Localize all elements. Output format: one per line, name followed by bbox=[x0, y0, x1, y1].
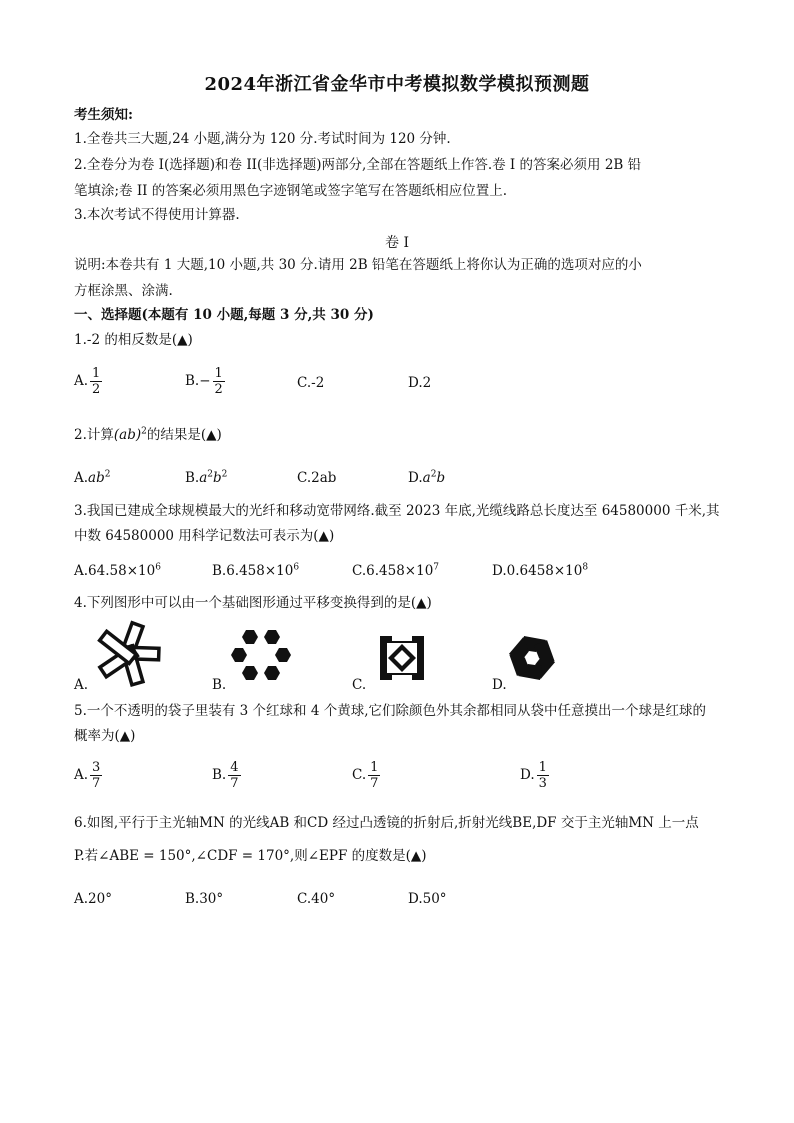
fraction: $\frac{1}{2}$ bbox=[214, 366, 223, 397]
notice-heading: 考生须知: bbox=[74, 107, 133, 123]
q3-option-b[interactable]: $B.6.458\times 10^6$ bbox=[212, 562, 300, 579]
page-title: 2024年浙江省金华市中考模拟数学模拟预测题 bbox=[204, 74, 590, 95]
q1-option-c[interactable]: C.-2 bbox=[297, 375, 325, 391]
q2-option-b[interactable]: $B.a^2b^2$ bbox=[185, 469, 228, 486]
hexagon-ring-figure bbox=[230, 628, 292, 682]
q6-option-a[interactable]: A.20° bbox=[74, 891, 112, 907]
fraction: $\frac{1}{7}$ bbox=[370, 760, 379, 791]
fraction: $\frac{3}{7}$ bbox=[92, 760, 101, 791]
q3-option-d[interactable]: $D.0.6458\times 10^8$ bbox=[492, 562, 589, 579]
q4-option-b[interactable]: B. bbox=[212, 677, 227, 693]
q2-option-d[interactable]: $D.a^2b$ bbox=[408, 469, 446, 486]
q4-option-a[interactable]: A. bbox=[74, 677, 89, 693]
q6-option-d[interactable]: D.50° bbox=[408, 891, 447, 907]
volume-desc-2: 方框涂黑、涂满. bbox=[74, 283, 173, 299]
q4-option-d[interactable]: D. bbox=[492, 677, 507, 693]
q1-option-a[interactable] bbox=[74, 366, 102, 397]
nested-square-figure bbox=[378, 634, 426, 682]
q2-option-c[interactable]: C.2ab bbox=[297, 470, 337, 486]
q6-stem-line-2: P.若∠ABE = 150°,∠CDF = 170°,则∠EPF 的度数是(▲) bbox=[74, 848, 427, 864]
notice-item-3: 3.本次考试不得使用计算器. bbox=[74, 207, 240, 223]
volume-label: 卷 I bbox=[385, 235, 409, 251]
q6-option-b[interactable]: B.30° bbox=[185, 891, 224, 907]
q6-stem-line-1: 6.如图,平行于主光轴MN 的光线AB 和CD 经过凸透镜的折射后,折射光线BE,DF 交于主光轴MN 上一点 bbox=[74, 815, 699, 831]
q5-stem-line-1: 5.一个不透明的袋子里装有 3 个红球和 4 个黄球,它们除颜色外其余都相同从袋中任意摸出一个球是红球的 bbox=[74, 703, 707, 719]
option-letter: B.− bbox=[185, 373, 211, 389]
q4-stem: 4.下列图形中可以由一个基础图形通过平移变换得到的是(▲) bbox=[74, 595, 432, 611]
q5-option-c[interactable]: C. $\frac{1}{7}$ bbox=[352, 760, 379, 791]
q1-option-b[interactable] bbox=[185, 366, 225, 397]
notice-item-2: 2.全卷分为卷 I(选择题)和卷 II(非选择题)两部分,全部在答题纸上作答.卷 I 的答案必须用 2B 铅 bbox=[74, 157, 642, 173]
q4-option-c[interactable]: C. bbox=[352, 677, 367, 693]
fraction: $\frac{1}{2}$ bbox=[92, 366, 101, 397]
section-heading: 一、选择题(本题有 10 小题,每题 3 分,共 30 分) bbox=[74, 307, 374, 323]
notice-item-1: 1.全卷共三大题,24 小题,满分为 120 分.考试时间为 120 分钟. bbox=[74, 131, 451, 147]
q5-option-a[interactable]: A. $\frac{3}{7}$ bbox=[74, 760, 101, 791]
q3-option-a[interactable]: $A.64.58\times 10^6$ bbox=[74, 562, 161, 579]
fraction: $\frac{4}{7}$ bbox=[230, 760, 239, 791]
q3-stem-line-1: 3.我国已建成全球规模最大的光纤和移动宽带网络.截至 2023 年底,光缆线路总长度达至 64580000 千米,其 bbox=[74, 503, 720, 519]
q3-stem-line-2: 中数 64580000 用科学记数法可表示为(▲) bbox=[74, 528, 335, 544]
q5-option-b[interactable]: B. $\frac{4}{7}$ bbox=[212, 760, 239, 791]
q5-option-d[interactable]: D. $\frac{1}{3}$ bbox=[520, 760, 547, 791]
q1-stem: 1.-2 的相反数是(▲) bbox=[74, 332, 193, 348]
q1-option-d[interactable]: D.2 bbox=[408, 375, 432, 391]
q2-option-a[interactable]: $A.ab^2$ bbox=[74, 469, 111, 486]
volume-desc-1: 说明:本卷共有 1 大题,10 小题,共 30 分.请用 2B 铅笔在答题纸上将你认为正确的选项对应的小 bbox=[74, 257, 642, 273]
q6-option-c[interactable]: C.40° bbox=[297, 891, 336, 907]
q3-option-c[interactable]: $C.6.458\times 10^7$ bbox=[352, 562, 440, 579]
q5-stem-line-2: 概率为(▲) bbox=[74, 728, 136, 744]
film-strip-star-figure bbox=[92, 618, 164, 690]
option-letter: A. bbox=[74, 373, 89, 389]
aperture-figure bbox=[508, 634, 556, 682]
fraction: $\frac{1}{3}$ bbox=[538, 760, 547, 791]
notice-item-2-cont: 笔填涂;卷 II 的答案必须用黑色字迹钢笔或签字笔写在答题纸相应位置上. bbox=[74, 183, 508, 199]
q2-stem: 2.计算(ab)$^2$的结果是(▲) bbox=[74, 426, 222, 443]
